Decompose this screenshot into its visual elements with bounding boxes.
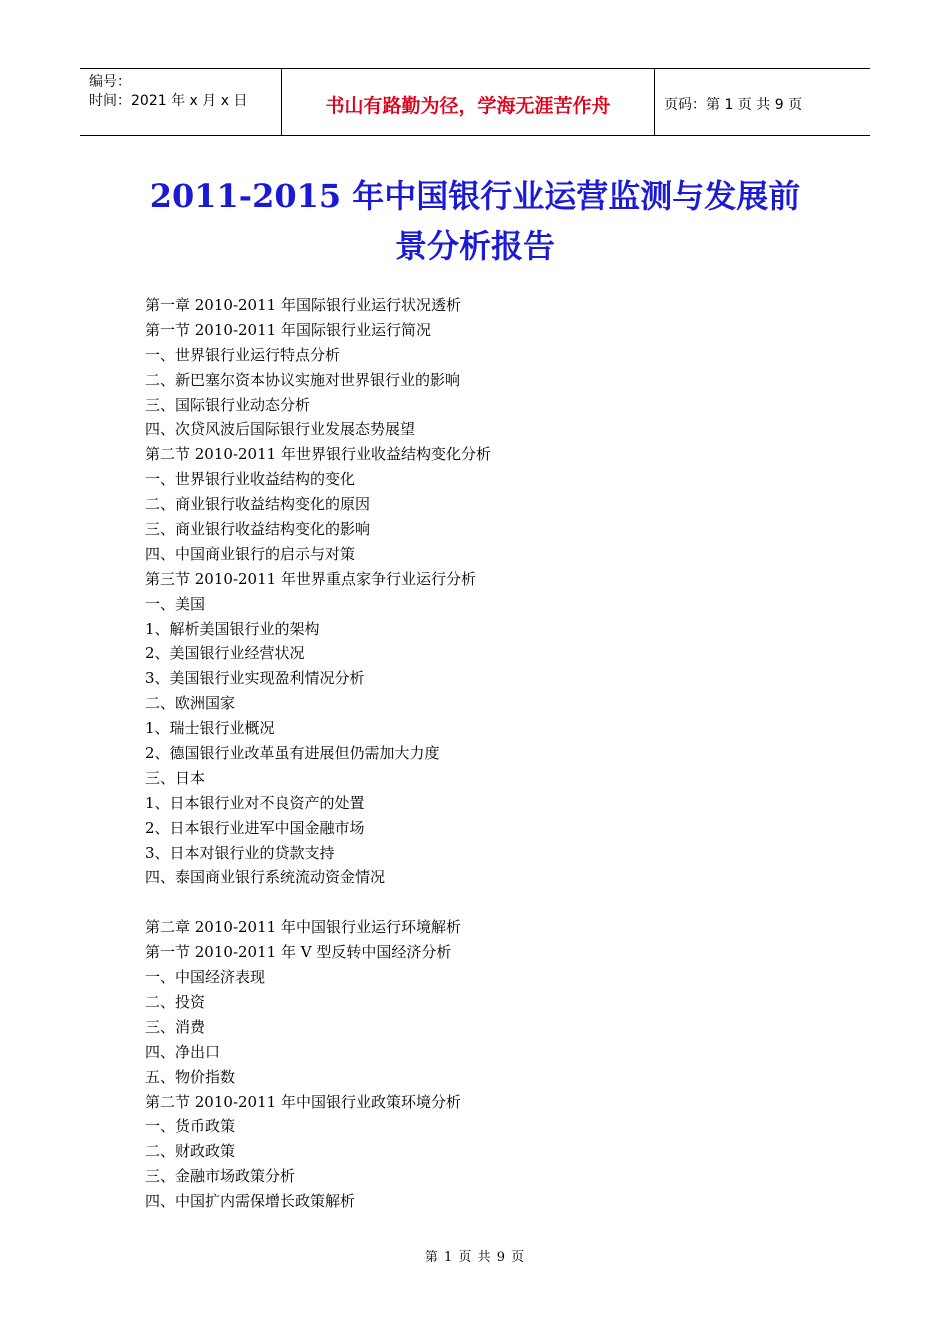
table-of-contents	[145, 293, 845, 1214]
toc-item: 三、消费	[145, 1017, 206, 1036]
toc-item: 三、日本	[145, 768, 206, 787]
toc-item: 一、世界银行业运行特点分析	[145, 345, 341, 364]
toc-item: 三、商业银行收益结构变化的影响	[145, 520, 371, 539]
toc-item: 二、投资	[145, 992, 206, 1011]
toc-item: 四、净出口	[145, 1042, 221, 1061]
toc-item: 3、美国银行业实现盈利情况分析	[145, 669, 365, 688]
document-time-label: 时间：2021 年 x 月 x 日	[89, 93, 248, 109]
toc-item: 四、中国扩内需保增长政策解析	[145, 1192, 356, 1211]
toc-item: 第一节 2010-2011 年 V 型反转中国经济分析	[145, 943, 452, 962]
toc-item: 二、财政政策	[145, 1142, 236, 1161]
toc-item: 四、泰国商业银行系统流动资金情况	[145, 868, 386, 887]
toc-item: 第三节 2010-2011 年世界重点家争行业运行分析	[145, 569, 476, 588]
header-page-cell	[655, 69, 870, 135]
toc-item: 第二章 2010-2011 年中国银行业运行环境解析	[145, 918, 461, 937]
toc-item: 第二节 2010-2011 年中国银行业政策环境分析	[145, 1092, 461, 1111]
toc-item: 四、次贷风波后国际银行业发展态势展望	[145, 420, 416, 439]
toc-item: 二、新巴塞尔资本协议实施对世界银行业的影响	[145, 370, 461, 389]
toc-item: 一、世界银行业收益结构的变化	[145, 470, 356, 489]
document-title-line-2: 景分析报告	[394, 227, 555, 265]
toc-item: 2、美国银行业经营状况	[145, 644, 305, 663]
toc-item: 一、美国	[145, 594, 206, 613]
toc-item: 1、解析美国银行业的架构	[145, 619, 320, 638]
toc-item: 二、商业银行收益结构变化的原因	[145, 495, 371, 514]
header-table	[80, 68, 870, 136]
page-footer: 第 1 页 共 9 页	[424, 1250, 526, 1265]
toc-item: 四、中国商业银行的启示与对策	[145, 544, 356, 563]
toc-item: 五、物价指数	[145, 1067, 236, 1086]
toc-item: 一、货币政策	[145, 1117, 236, 1136]
toc-item: 第二节 2010-2011 年世界银行业收益结构变化分析	[145, 445, 491, 464]
toc-item: 1、瑞士银行业概况	[145, 719, 275, 738]
header-motto-cell	[282, 69, 655, 135]
toc-item: 2、德国银行业改革虽有进展但仍需加大力度	[145, 744, 440, 763]
toc-item: 一、中国经济表现	[145, 968, 266, 987]
header-page-label: 页码：第 1 页 共 9 页	[664, 97, 803, 113]
toc-item: 第一节 2010-2011 年国际银行业运行简况	[145, 320, 431, 339]
document-title-line-1: 2011-2015 年中国银行业运营监测与发展前	[149, 177, 801, 215]
toc-item: 3、日本对银行业的贷款支持	[145, 843, 335, 862]
toc-item: 三、金融市场政策分析	[145, 1167, 296, 1186]
toc-item: 二、欧洲国家	[145, 694, 236, 713]
header-motto: 书山有路勤为径，学海无涯苦作舟	[325, 94, 611, 117]
document-number-label: 编号：	[89, 74, 131, 90]
toc-blank-line	[145, 890, 845, 915]
toc-item: 第一章 2010-2011 年国际银行业运行状况透析	[145, 296, 461, 314]
toc-item: 2、日本银行业进军中国金融市场	[145, 818, 365, 837]
toc-item: 1、日本银行业对不良资产的处置	[145, 793, 365, 812]
header-info-cell	[80, 69, 282, 135]
toc-item: 三、国际银行业动态分析	[145, 395, 311, 414]
